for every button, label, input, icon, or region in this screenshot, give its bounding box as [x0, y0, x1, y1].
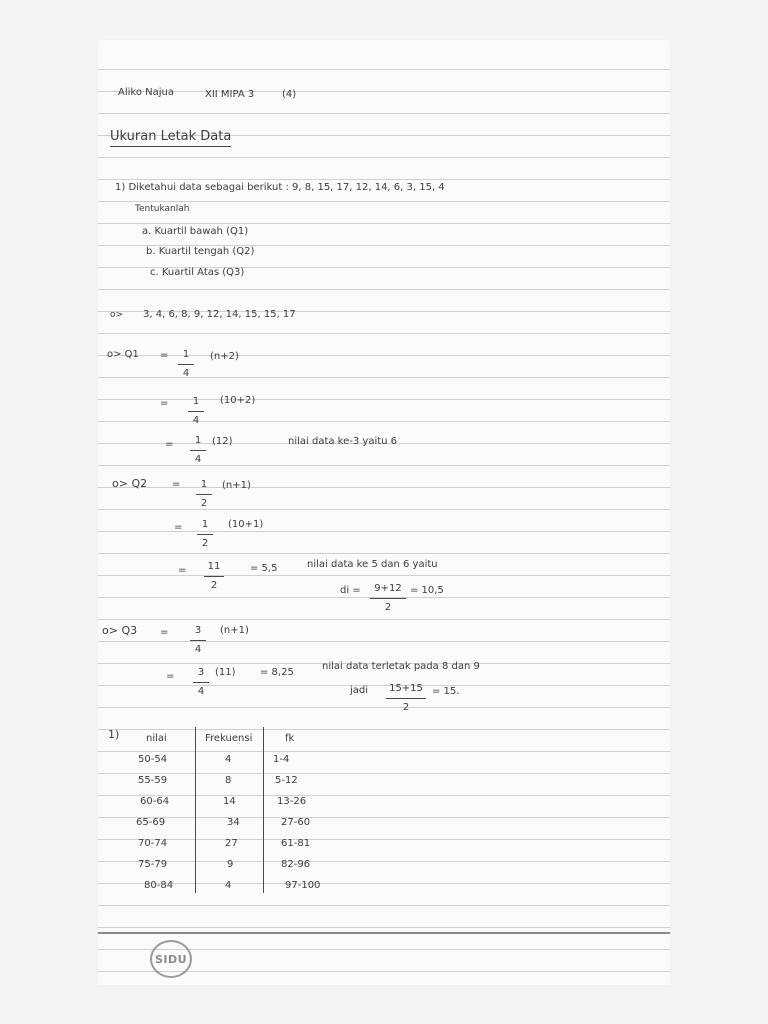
- cell-nilai: 70-74: [138, 838, 168, 849]
- bottom-margin-line: [98, 932, 670, 934]
- problem-1-intro: 1) Diketahui data sebagai berikut : 9, 8, 15, 17, 12, 14, 6, 3, 15, 4: [115, 182, 445, 193]
- cell-nilai: 50-54: [138, 754, 168, 765]
- cell-frekuensi: 9: [227, 859, 234, 870]
- table-row: [118, 854, 358, 875]
- cell-fk: 27-60: [281, 817, 311, 828]
- cell-frekuensi: 14: [223, 796, 236, 807]
- q3-fraction-1: $\frac{3}{4}$: [190, 626, 206, 655]
- q1-expr-3: (12): [212, 436, 233, 447]
- q3-calc-fraction: $\frac{15+15}{2}$: [386, 684, 426, 713]
- cell-frekuensi: 4: [225, 754, 232, 765]
- q1-label: o> Q1: [107, 349, 139, 360]
- frequency-table: [118, 727, 358, 896]
- student-number: (4): [282, 89, 297, 100]
- cell-fk: 5-12: [275, 775, 298, 786]
- q2-label: o> Q2: [112, 477, 148, 490]
- table-header-row: [118, 727, 358, 749]
- cell-frekuensi: 4: [225, 880, 232, 891]
- table-row: [118, 770, 358, 791]
- cell-fk: 82-96: [281, 859, 311, 870]
- cell-nilai: 80-84: [144, 880, 174, 891]
- q2-expr-2: (10+1): [228, 519, 264, 530]
- q2-calc-fraction: $\frac{9+12}{2}$: [370, 584, 406, 613]
- brand-logo-text: SIDU: [154, 952, 188, 966]
- q2-eq-2: =: [174, 522, 183, 533]
- q2-fraction-2: $\frac{1}{2}$: [197, 520, 213, 549]
- q3-result: = 8,25: [260, 667, 294, 678]
- cell-nilai: 75-79: [138, 859, 168, 870]
- cell-fk: 61-81: [281, 838, 311, 849]
- q3-eq-2: =: [166, 671, 175, 682]
- cell-fk: 97-100: [285, 880, 321, 891]
- q2-eq: =: [172, 479, 181, 490]
- table-row: [118, 749, 358, 770]
- q3-eq: =: [160, 627, 169, 638]
- q1-fraction-1: $\frac{1}{4}$: [178, 350, 194, 379]
- cell-fk: 13-26: [277, 796, 307, 807]
- problem-1-instruction: Tentukanlah: [135, 204, 190, 214]
- q2-fraction-1: $\frac{1}{2}$: [196, 480, 212, 509]
- table-row: [118, 791, 358, 812]
- cell-nilai: 65-69: [136, 817, 166, 828]
- q1-expr-1: (n+2): [210, 351, 239, 362]
- student-name: Aliko Najua: [118, 87, 174, 98]
- problem-1-item-c: c. Kuartil Atas (Q3): [150, 267, 245, 278]
- q1-eq-2: =: [160, 398, 169, 409]
- problem-1-item-a: a. Kuartil bawah (Q1): [142, 226, 249, 237]
- q1-fraction-3: $\frac{1}{4}$: [190, 436, 206, 465]
- q3-fraction-2: $\frac{3}{4}$: [193, 668, 209, 697]
- q3-note: nilai data terletak pada 8 dan 9: [322, 661, 480, 672]
- sorted-values: 3, 4, 6, 8, 9, 12, 14, 15, 15, 17: [143, 309, 296, 320]
- cell-frekuensi: 27: [225, 838, 238, 849]
- sorted-prefix: o>: [110, 310, 124, 320]
- q1-note: nilai data ke-3 yaitu 6: [288, 436, 398, 447]
- q3-expr-2: (11): [215, 667, 236, 678]
- student-class: XII MIPA 3: [205, 89, 255, 100]
- cell-nilai: 55-59: [138, 775, 168, 786]
- q1-fraction-2: $\frac{1}{4}$: [188, 397, 204, 426]
- brand-logo: [150, 940, 192, 978]
- q2-expr-1: (n+1): [222, 480, 251, 491]
- q2-note: nilai data ke 5 dan 6 yaitu: [307, 559, 438, 570]
- q3-calc-result: = 15.: [432, 686, 460, 697]
- q1-expr-2: (10+2): [220, 395, 256, 406]
- cell-nilai: 60-64: [140, 796, 170, 807]
- cell-fk: 1-4: [273, 754, 290, 765]
- q2-expr-3: = 5,5: [250, 563, 278, 574]
- table-row: [118, 875, 358, 896]
- table-row: [118, 812, 358, 833]
- q2-fraction-3: $\frac{11}{2}$: [204, 562, 224, 591]
- header-nilai: nilai: [146, 732, 167, 744]
- header-frekuensi: Frekuensi: [205, 732, 253, 744]
- problem-2-number: 1): [108, 728, 120, 741]
- q2-calc-left: di =: [340, 585, 361, 596]
- table-row: [118, 833, 358, 854]
- q1-eq: =: [160, 350, 169, 361]
- q3-calc-left: jadi: [350, 685, 369, 696]
- q3-expr-1: (n+1): [220, 625, 249, 636]
- q2-calc-result: = 10,5: [410, 585, 444, 596]
- cell-frekuensi: 8: [225, 775, 232, 786]
- problem-1-item-b: b. Kuartil tengah (Q2): [146, 246, 255, 257]
- q3-label: o> Q3: [102, 624, 138, 637]
- header-fk: fk: [285, 732, 295, 744]
- page-title: Ukuran Letak Data: [110, 130, 231, 147]
- cell-frekuensi: 34: [227, 817, 240, 828]
- q1-eq-3: =: [165, 439, 174, 450]
- q2-eq-3: =: [178, 565, 187, 576]
